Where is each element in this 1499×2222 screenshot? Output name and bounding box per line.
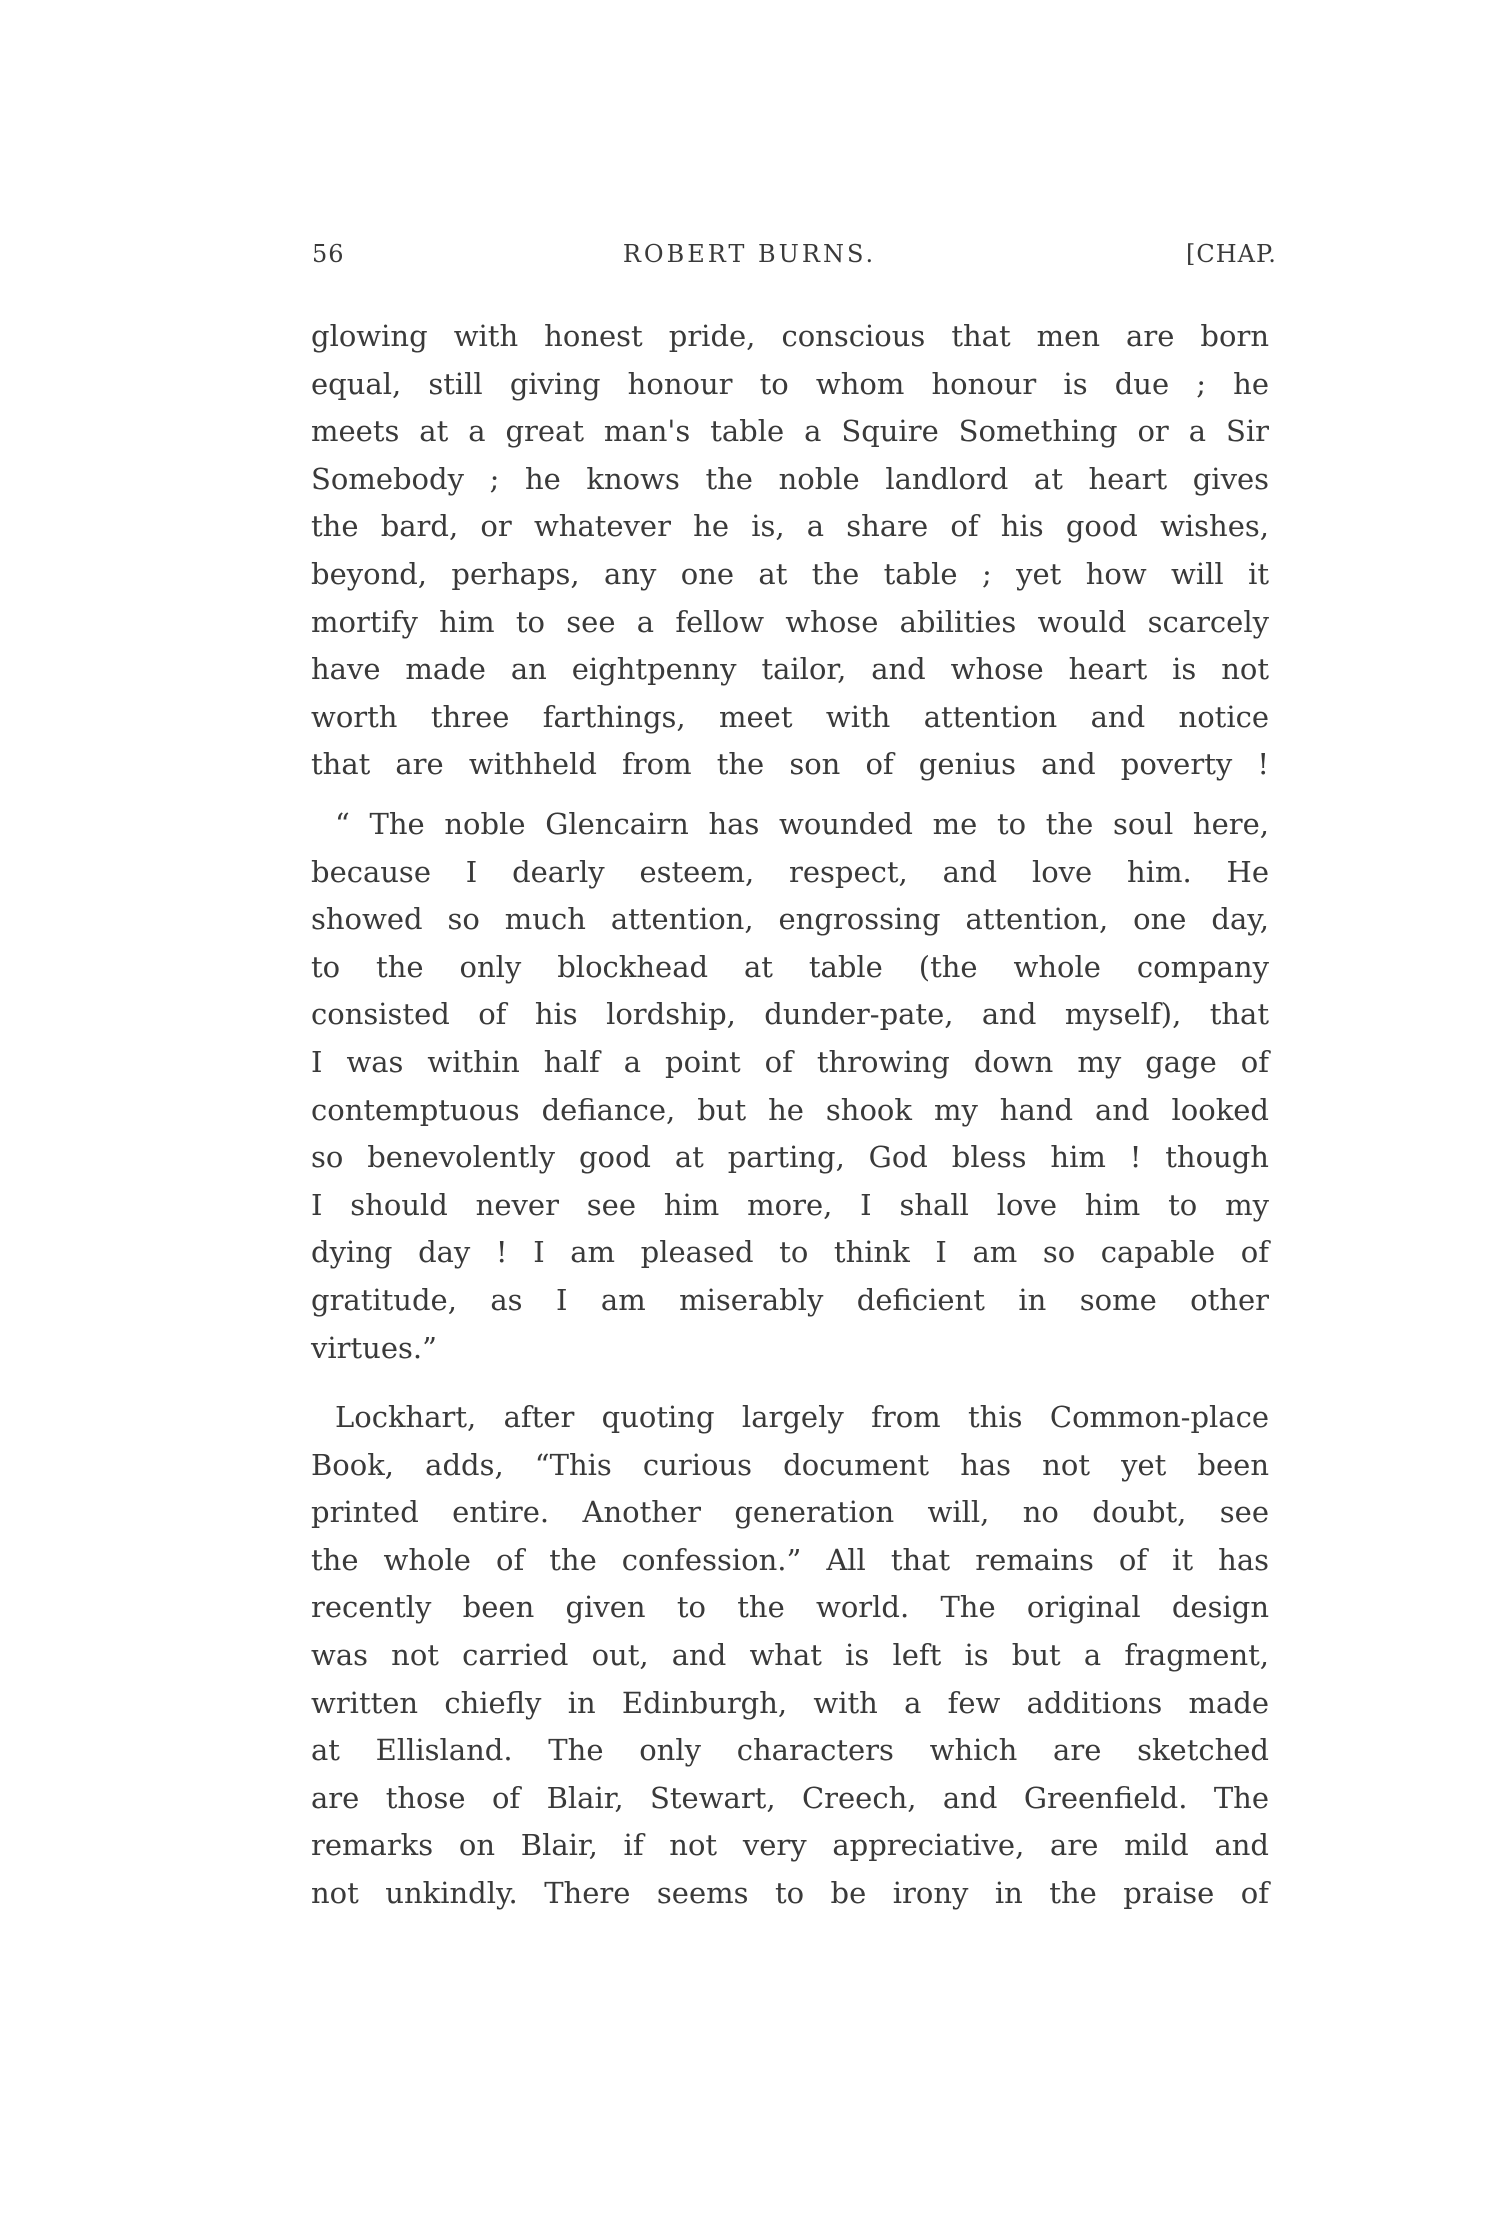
text-line: the bard, or whatever he is, a share of his good wishes, xyxy=(311,509,1269,544)
text-line: have made an eightpenny tailor, and whose heart is not xyxy=(311,652,1269,687)
text-line: Somebody ; he knows the noble landlord at heart gives xyxy=(311,461,1269,496)
text-line: gratitude, as I am miserably deficient in some other xyxy=(311,1282,1269,1317)
text-line: contemptuous defiance, but he shook my hand and looked xyxy=(311,1092,1269,1127)
text-line: virtues.” xyxy=(311,1330,437,1365)
text-line: glowing with honest pride, conscious that men are born xyxy=(311,319,1269,353)
chapter-mark: [CHAP. xyxy=(1186,240,1277,268)
text-line: Book, adds, “This curious document has not yet been xyxy=(311,1447,1269,1482)
text-line: written chiefly in Edinburgh, with a few additions made xyxy=(311,1685,1269,1720)
text-line: to the only blockhead at table (the whole company xyxy=(311,949,1269,984)
page-number: 56 xyxy=(312,240,345,268)
text-line: “ The noble Glencairn has wounded me to the soul here, xyxy=(335,807,1269,841)
text-line: at Ellisland. The only characters which are sketched xyxy=(311,1733,1269,1768)
text-line: worth three farthings, meet with attention and notice xyxy=(311,699,1269,734)
text-line: consisted of his lordship, dunder-pate, and myself), that xyxy=(311,997,1269,1032)
running-title: ROBERT BURNS. xyxy=(622,240,877,268)
text-line: meets at a great man's table a Squire Something or a Sir xyxy=(311,414,1269,449)
text-line: the whole of the confession.” All that remains of it has xyxy=(311,1542,1269,1577)
paragraph-1 xyxy=(311,313,1269,789)
paragraph-2 xyxy=(311,801,1269,1372)
text-line: beyond, perhaps, any one at the table ; yet how will it xyxy=(311,556,1269,591)
paragraph-3 xyxy=(311,1394,1269,1918)
text-line: mortify him to see a fellow whose abilities would scarcely xyxy=(311,604,1269,639)
text-line: Lockhart, after quoting largely from this Common-place xyxy=(335,1400,1269,1434)
text-line: not unkindly. There seems to be irony in the praise of xyxy=(311,1875,1269,1910)
text-line: printed entire. Another generation will, no doubt, see xyxy=(311,1495,1269,1530)
text-line: I was within half a point of throwing down my gage of xyxy=(311,1044,1269,1079)
text-line: dying day ! I am pleased to think I am so capable of xyxy=(311,1235,1269,1270)
text-line: because I dearly esteem, respect, and love him. He xyxy=(311,854,1269,889)
text-line: that are withheld from the son of genius and poverty ! xyxy=(311,747,1269,782)
text-line: remarks on Blair, if not very appreciative, are mild and xyxy=(311,1828,1269,1863)
text-line: so benevolently good at parting, God bless him ! though xyxy=(311,1140,1269,1175)
text-line: I should never see him more, I shall love him to my xyxy=(311,1187,1269,1222)
text-line: are those of Blair, Stewart, Creech, and Greenfield. The xyxy=(311,1780,1269,1815)
text-line: showed so much attention, engrossing attention, one day, xyxy=(311,902,1269,937)
text-line: was not carried out, and what is left is but a fragment, xyxy=(311,1637,1269,1672)
text-line: recently been given to the world. The original design xyxy=(311,1590,1269,1625)
text-line: equal, still giving honour to whom honour is due ; he xyxy=(311,366,1269,401)
